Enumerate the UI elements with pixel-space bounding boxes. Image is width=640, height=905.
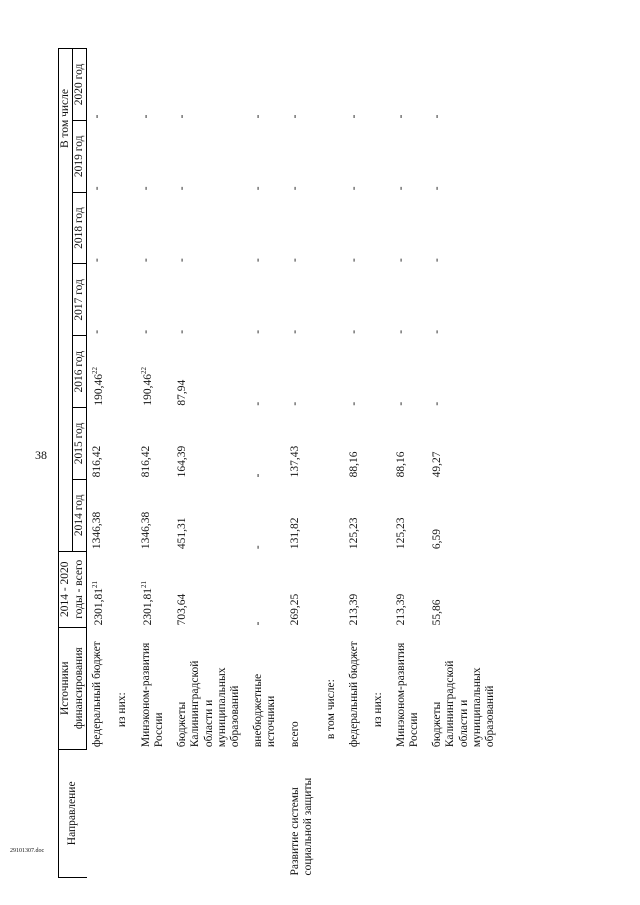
- value-cell-2014: [391, 479, 427, 551]
- value-cell-2018: [172, 192, 248, 264]
- value-cell-2020-text: -: [91, 114, 104, 119]
- total-cell: [344, 551, 367, 627]
- table-row: [368, 49, 391, 878]
- value-cell-2014-text: 131,82: [288, 517, 301, 550]
- direction-cell-text: Развитие системы социальной защиты: [288, 777, 314, 876]
- value-cell-2017-text: -: [348, 329, 361, 334]
- value-cell-2014: [248, 479, 284, 551]
- source-cell: [248, 627, 284, 749]
- table-row: [344, 49, 367, 878]
- value-cell-2018-text: -: [91, 258, 104, 262]
- source-cell-text: бюджеты Калининградской области и муниципальных образований: [176, 660, 242, 748]
- value-cell-2019-text: -: [288, 186, 301, 191]
- value-cell-2017: [285, 264, 321, 336]
- value-cell-2015: [112, 408, 135, 480]
- value-cell-2018: [368, 192, 391, 264]
- value-cell-2015: [321, 408, 344, 480]
- footnote-ref: 22: [91, 366, 100, 374]
- value-cell-2018-text: -: [252, 258, 265, 262]
- value-cell-2018: [112, 192, 135, 264]
- total-cell-text: 703,64: [176, 593, 189, 626]
- page-number: 38: [35, 448, 47, 462]
- value-cell-2020-text: -: [431, 114, 444, 119]
- header-total-line1: 2014 - 2020: [59, 551, 73, 627]
- source-cell: [285, 627, 321, 749]
- value-cell-2017-text: -: [91, 329, 104, 334]
- value-cell-2020-text: -: [288, 114, 301, 119]
- value-cell-2019-text: -: [431, 186, 444, 191]
- header-year-2020: 2020 год: [73, 49, 87, 121]
- value-cell-2015-text: 816,42: [91, 445, 104, 478]
- value-cell-2020-text: -: [139, 114, 152, 119]
- value-cell-2018-text: -: [348, 258, 361, 262]
- value-cell-2014: [136, 479, 172, 551]
- value-cell-2020-text: -: [348, 114, 361, 119]
- table-row: [427, 49, 503, 878]
- total-cell: [136, 551, 172, 627]
- value-cell-2019: [87, 120, 113, 192]
- value-cell-2019: [344, 120, 367, 192]
- source-cell-text: внебюджетные источники: [252, 673, 278, 748]
- header-year-2014: 2014 год: [73, 479, 87, 551]
- value-cell-2014: [344, 479, 367, 551]
- value-cell-2017-text: -: [176, 329, 189, 334]
- value-cell-2020: [344, 49, 367, 121]
- value-cell-2017-text: -: [139, 329, 152, 334]
- value-cell-2020: [172, 49, 248, 121]
- source-cell: [368, 627, 391, 749]
- header-sources-line1: Источники: [59, 627, 73, 749]
- direction-cell: [344, 749, 367, 877]
- value-cell-2015-text: 88,16: [394, 451, 407, 478]
- source-cell: [321, 627, 344, 749]
- table-row: [248, 49, 284, 878]
- value-cell-2017: [391, 264, 427, 336]
- value-cell-2014-text: 1346,38: [139, 511, 152, 550]
- value-cell-2019: [248, 120, 284, 192]
- header-year-2015: 2015 год: [73, 408, 87, 480]
- source-cell-text: федеральный бюджет: [91, 641, 104, 748]
- value-cell-2020: [285, 49, 321, 121]
- value-cell-2014-text: 6,59: [431, 529, 444, 550]
- header-year-2017: 2017 год: [73, 264, 87, 336]
- value-cell-2016: [321, 336, 344, 408]
- source-cell-text: всего: [288, 721, 301, 748]
- value-cell-2017-text: -: [288, 329, 301, 334]
- value-cell-2017: [172, 264, 248, 336]
- table-row: [87, 49, 113, 878]
- value-cell-2017: [112, 264, 135, 336]
- value-cell-2020: [427, 49, 503, 121]
- value-cell-2014-text: 125,23: [348, 517, 361, 550]
- value-cell-2014-text: 1346,38: [91, 511, 104, 550]
- value-cell-2016-text: -: [288, 401, 301, 406]
- value-cell-2019-text: -: [252, 186, 265, 191]
- table-row: [112, 49, 135, 878]
- value-cell-2018: [248, 192, 284, 264]
- source-cell-text: из них:: [371, 692, 384, 728]
- value-cell-2019: [285, 120, 321, 192]
- value-cell-2019-text: -: [348, 186, 361, 191]
- direction-cell: [427, 749, 503, 877]
- value-cell-2020: [248, 49, 284, 121]
- value-cell-2020: [87, 49, 113, 121]
- value-cell-2016: [391, 336, 427, 408]
- total-cell-text: -: [252, 621, 265, 626]
- total-cell: [248, 551, 284, 627]
- value-cell-2018-text: -: [394, 258, 407, 262]
- value-cell-2018-text: -: [139, 258, 152, 262]
- source-cell-text: бюджеты Калининградской области и муниципальных образований: [431, 660, 497, 748]
- value-cell-2020: [136, 49, 172, 121]
- source-cell-text: из них:: [116, 692, 129, 728]
- direction-cell: [368, 749, 391, 877]
- direction-cell: [172, 749, 248, 877]
- header-year-2018: 2018 год: [73, 192, 87, 264]
- value-cell-2018: [321, 192, 344, 264]
- total-cell: [427, 551, 503, 627]
- value-cell-2015: [136, 408, 172, 480]
- value-cell-2020-text: -: [394, 114, 407, 119]
- table-row: [172, 49, 248, 878]
- value-cell-2017: [248, 264, 284, 336]
- value-cell-2018-text: -: [176, 258, 189, 262]
- value-cell-2014-text: 451,31: [176, 517, 189, 550]
- value-cell-2014: [368, 479, 391, 551]
- value-cell-2015-text: 88,16: [348, 451, 361, 478]
- source-cell: [112, 627, 135, 749]
- value-cell-2018-text: -: [431, 258, 444, 262]
- value-cell-2020: [391, 49, 427, 121]
- value-cell-2017: [87, 264, 113, 336]
- value-cell-2015: [248, 408, 284, 480]
- value-cell-2016-text: -: [252, 401, 265, 406]
- value-cell-2016-text: -: [431, 401, 444, 406]
- total-cell: [391, 551, 427, 627]
- total-cell: [321, 551, 344, 627]
- value-cell-2017-text: -: [252, 329, 265, 334]
- value-cell-2016: [112, 336, 135, 408]
- value-cell-2015-text: 816,42: [139, 445, 152, 478]
- value-cell-2018-text: -: [288, 258, 301, 262]
- value-cell-2019-text: -: [91, 186, 104, 191]
- source-cell-text: федеральный бюджет: [348, 641, 361, 748]
- header-total-line2: годы - всего: [73, 551, 87, 627]
- source-cell-text: Минэконом-развития России: [139, 642, 165, 748]
- value-cell-2015: [427, 408, 503, 480]
- source-cell: [136, 627, 172, 749]
- value-cell-2018: [285, 192, 321, 264]
- direction-cell: [285, 749, 321, 877]
- value-cell-2016: [87, 336, 113, 408]
- value-cell-2020-text: -: [252, 114, 265, 119]
- source-cell-text: в том числе:: [325, 679, 338, 740]
- table-row: [391, 49, 427, 878]
- value-cell-2019: [321, 120, 344, 192]
- value-cell-2015-text: 137,43: [288, 445, 301, 478]
- document-footer: 29101307.doc: [10, 848, 45, 854]
- source-cell: [172, 627, 248, 749]
- value-cell-2020: [368, 49, 391, 121]
- value-cell-2015: [391, 408, 427, 480]
- total-cell: [87, 551, 113, 627]
- financing-table: [58, 48, 503, 878]
- value-cell-2016-text: -: [394, 401, 407, 406]
- value-cell-2020-text: -: [176, 114, 189, 119]
- source-cell: [391, 627, 427, 749]
- value-cell-2017: [344, 264, 367, 336]
- value-cell-2020: [112, 49, 135, 121]
- value-cell-2014: [112, 479, 135, 551]
- value-cell-2017-text: -: [394, 329, 407, 334]
- value-cell-2017: [321, 264, 344, 336]
- value-cell-2019-text: -: [139, 186, 152, 191]
- value-cell-2019-text: -: [394, 186, 407, 191]
- value-cell-2015: [172, 408, 248, 480]
- footnote-ref: 21: [139, 580, 148, 588]
- value-cell-2015: [87, 408, 113, 480]
- direction-cell: [321, 749, 344, 877]
- header-year-2019: 2019 год: [73, 120, 87, 192]
- value-cell-2016: [368, 336, 391, 408]
- source-cell: [427, 627, 503, 749]
- value-cell-2019: [172, 120, 248, 192]
- value-cell-2017: [136, 264, 172, 336]
- value-cell-2016: [172, 336, 248, 408]
- value-cell-2019: [136, 120, 172, 192]
- direction-cell: [391, 749, 427, 877]
- table-row: [285, 49, 321, 878]
- value-cell-2015: [344, 408, 367, 480]
- value-cell-2018: [344, 192, 367, 264]
- value-cell-2019: [391, 120, 427, 192]
- value-cell-2014: [87, 479, 113, 551]
- value-cell-2019: [112, 120, 135, 192]
- value-cell-2019: [427, 120, 503, 192]
- table-row: [321, 49, 344, 878]
- table-body: [87, 49, 503, 878]
- value-cell-2016: [136, 336, 172, 408]
- header-sources-line2: финансирования: [73, 627, 87, 749]
- header-direction: Направление: [59, 749, 87, 877]
- value-cell-2014: [172, 479, 248, 551]
- value-cell-2015-text: 49,27: [431, 451, 444, 478]
- value-cell-2016: [285, 336, 321, 408]
- value-cell-2017-text: -: [431, 329, 444, 334]
- value-cell-2016-text: -: [348, 401, 361, 406]
- value-cell-2016-text: 87,94: [176, 379, 189, 406]
- value-cell-2015-text: -: [252, 473, 265, 478]
- value-cell-2018: [391, 192, 427, 264]
- table-row: [136, 49, 172, 878]
- header-year-2016: 2016 год: [73, 336, 87, 408]
- value-cell-2018: [427, 192, 503, 264]
- direction-cell: [248, 749, 284, 877]
- value-cell-2014-text: 125,23: [394, 517, 407, 550]
- total-cell-text: 213,39: [394, 593, 407, 626]
- value-cell-2017: [427, 264, 503, 336]
- value-cell-2015: [285, 408, 321, 480]
- direction-cell: [112, 749, 135, 877]
- value-cell-2016: [248, 336, 284, 408]
- value-cell-2017: [368, 264, 391, 336]
- direction-cell: [87, 749, 113, 877]
- value-cell-2014: [285, 479, 321, 551]
- total-cell: [285, 551, 321, 627]
- source-cell: [344, 627, 367, 749]
- value-cell-2019-text: -: [176, 186, 189, 191]
- total-cell-text: 269,25: [288, 593, 301, 626]
- value-cell-2014: [427, 479, 503, 551]
- header-including: В том числе: [59, 49, 73, 552]
- total-cell: [368, 551, 391, 627]
- value-cell-2014: [321, 479, 344, 551]
- footnote-ref: 22: [139, 366, 148, 374]
- source-cell: [87, 627, 113, 749]
- direction-cell: [136, 749, 172, 877]
- value-cell-2016: [427, 336, 503, 408]
- total-cell: [112, 551, 135, 627]
- value-cell-2018: [87, 192, 113, 264]
- value-cell-2016-text: 190,46: [93, 373, 106, 406]
- total-cell: [172, 551, 248, 627]
- total-cell-text: 55,86: [431, 599, 444, 626]
- value-cell-2016-text: 190,46: [141, 373, 154, 406]
- value-cell-2018: [136, 192, 172, 264]
- source-cell-text: Минэконом-развития России: [394, 642, 420, 748]
- value-cell-2020: [321, 49, 344, 121]
- rotated-table-container: [58, 48, 626, 878]
- footnote-ref: 21: [91, 580, 100, 588]
- value-cell-2019: [368, 120, 391, 192]
- value-cell-2015-text: 164,39: [176, 445, 189, 478]
- value-cell-2014-text: -: [252, 545, 265, 550]
- total-cell-text: 2301,81: [93, 587, 106, 626]
- total-cell-text: 2301,81: [141, 587, 154, 626]
- value-cell-2015: [368, 408, 391, 480]
- total-cell-text: 213,39: [348, 593, 361, 626]
- value-cell-2016: [344, 336, 367, 408]
